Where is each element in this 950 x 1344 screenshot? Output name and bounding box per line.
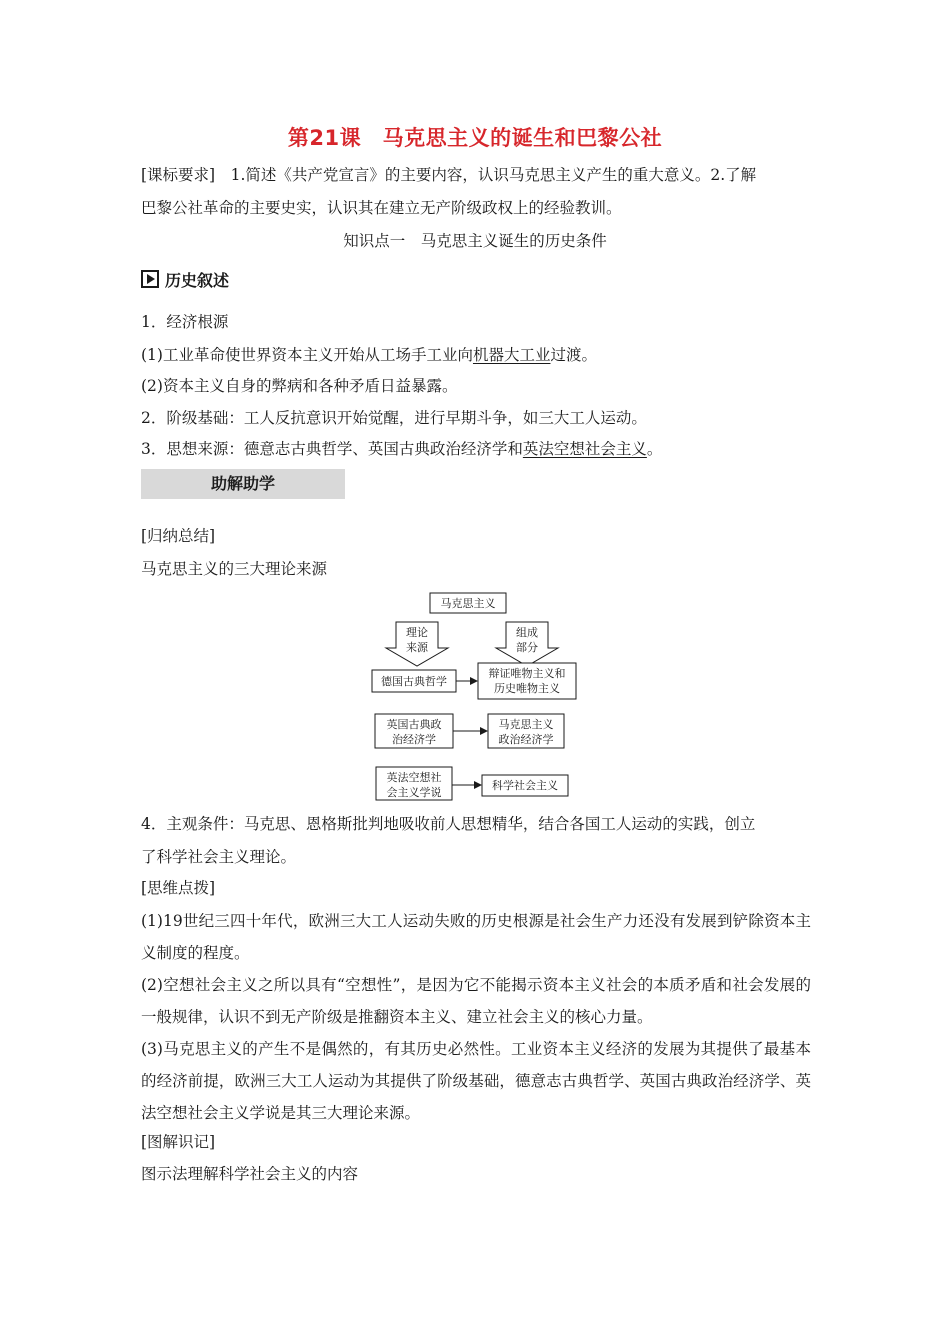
lesson-title: 第21课 马克思主义的诞生和巴黎公社 xyxy=(287,126,663,150)
item-4-line-1: 4．主观条件：马克思、恩格斯批判地吸收前人思想精华，结合各国工人运动的实践，创立 xyxy=(141,815,756,833)
diagram-top-label: 马克思主义 xyxy=(440,597,496,610)
thinking-tag: [思维点拨] xyxy=(141,879,216,897)
item-4-line-2: 了科学社会主义理论。 xyxy=(141,848,297,866)
thinking-paragraph-2: (2)空想社会主义之所以具有“空想性”，是因为它不能揭示资本主义社会的本质矛盾和社会发展的一般规律，认识不到无产阶级是推翻资本主义、建立社会主义的核心力量。 xyxy=(141,976,811,1026)
diagram-row2-left-label-2: 治经济学 xyxy=(392,733,436,746)
help-study-bar: 助解助学 xyxy=(141,469,345,499)
diagram-left-arrow-label-1: 理论 xyxy=(406,626,428,639)
diagram-right-arrow-label-2: 部分 xyxy=(516,641,538,654)
narrative-item-3-underlined: 英法空想社会主义 xyxy=(522,440,647,458)
summary-caption: 马克思主义的三大理论来源 xyxy=(141,560,328,578)
requirement-line-1: [课标要求] 1.简述《共产党宣言》的主要内容，认识马克思主义产生的重大意义。2.了解 xyxy=(141,166,757,184)
narrative-item-1-2: (2)资本主义自身的弊病和各种矛盾日益暴露。 xyxy=(141,377,458,395)
diagram-row3-left-label-1: 英法空想社 xyxy=(386,771,442,784)
diagram-row2-right-label-2: 政治经济学 xyxy=(498,733,554,746)
narrative-item-1-1-underlined: 机器大工业 xyxy=(472,346,551,364)
narrative-item-3-pre: 3．思想来源：德意志古典哲学、英国古典政治经济学和 xyxy=(141,440,523,458)
narrative-item-1-1-pre: (1)工业革命使世界资本主义开始从工场手工业向 xyxy=(141,346,473,364)
narrative-item-2: 2．阶级基础：工人反抗意识开始觉醒，进行早期斗争，如三大工人运动。 xyxy=(141,409,647,427)
diagram-row1-left-label: 德国古典哲学 xyxy=(381,675,447,688)
diagram-row3-left-label-2: 会主义学说 xyxy=(386,786,442,799)
diagram-note-caption: 图示法理解科学社会主义的内容 xyxy=(141,1165,359,1183)
knowledge-point-heading: 知识点一 马克思主义诞生的历史条件 xyxy=(343,232,607,250)
diagram-note-tag: [图解识记] xyxy=(141,1133,216,1151)
narrative-item-3-post: 。 xyxy=(646,440,663,458)
diagram-row1-arrowhead xyxy=(470,677,478,685)
narrative-item-1: 1．经济根源 xyxy=(141,313,229,331)
diagram-row3-right-label: 科学社会主义 xyxy=(492,779,558,792)
requirement-line-2: 巴黎公社革命的主要史实，认识其在建立无产阶级政权上的经验教训。 xyxy=(141,199,622,217)
narrative-item-1-1-post: 过渡。 xyxy=(550,346,597,364)
summary-tag: [归纳总结] xyxy=(141,527,216,545)
thinking-paragraph-3: (3)马克思主义的产生不是偶然的，有其历史必然性。工业资本主义经济的发展为其提供了最基本的经济前提，欧洲三大工人运动为其提供了阶级基础，德意志古典哲学、英国古典政治经济学、英法空想社会主义学说是其三大理论来源。 xyxy=(141,1040,811,1122)
diagram-right-arrow-label-1: 组成 xyxy=(516,626,538,639)
thinking-paragraph-1: (1)19世纪三四十年代，欧洲三大工人运动失败的历史根源是社会生产力还没有发展到铲除资本主义制度的程度。 xyxy=(141,912,811,962)
diagram-row1-right-label-2: 历史唯物主义 xyxy=(494,682,560,695)
diagram-row2-arrowhead xyxy=(480,727,488,735)
diagram-left-arrow-label-2: 来源 xyxy=(406,641,428,654)
diagram-row2-left-label-1: 英国古典政 xyxy=(386,718,442,731)
diagram-row3-arrowhead xyxy=(474,781,482,789)
section-heading-label: 历史叙述 xyxy=(165,270,230,290)
diagram-row1-right-label-1: 辩证唯物主义和 xyxy=(488,667,566,680)
diagram-row2-right-label-1: 马克思主义 xyxy=(498,718,554,731)
